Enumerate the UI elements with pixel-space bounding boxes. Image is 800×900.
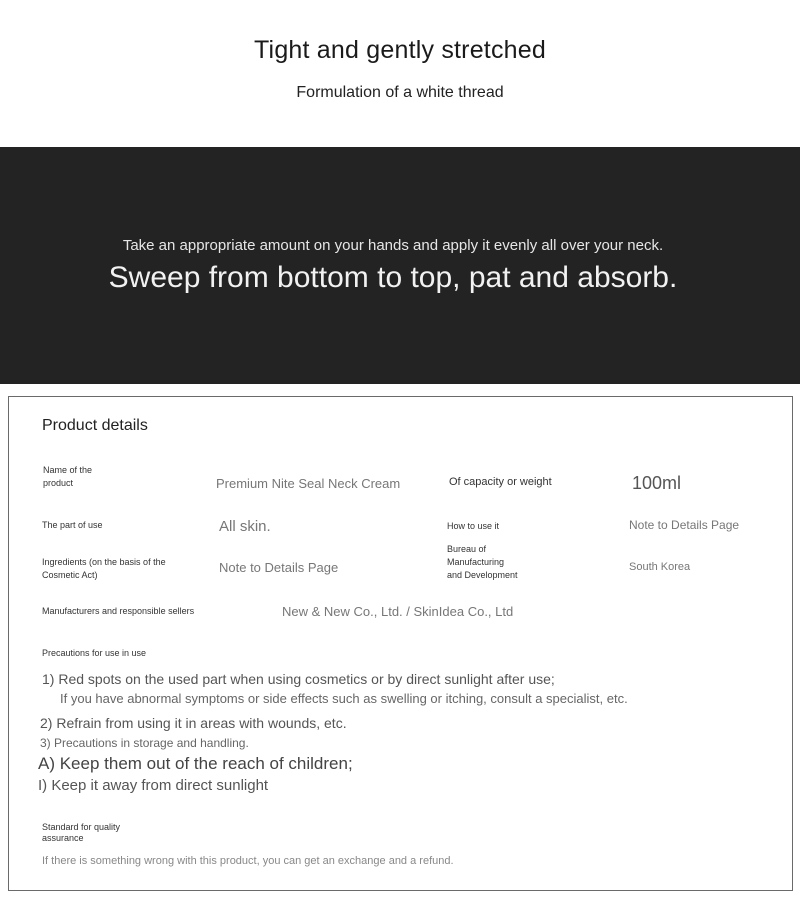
- ingredients-value: Note to Details Page: [219, 560, 339, 575]
- precautions-label: Precautions for use in use: [42, 648, 147, 658]
- usage-instruction: Take an appropriate amount on your hands and apply it evenly all over your neck.: [122, 237, 664, 254]
- precaution-item: 2) Refrain from using it in areas with wounds, etc.: [40, 715, 347, 731]
- maker-label: Manufacturers and responsible sellers: [42, 606, 195, 616]
- precaution-item: A) Keep them out of the reach of children;: [38, 754, 353, 773]
- howto-value: Note to Details Page: [629, 518, 740, 532]
- quality-value: If there is something wrong with this product, you can get an exchange and a refund.: [42, 855, 454, 867]
- precaution-item: I) Keep it away from direct sunlight: [38, 777, 269, 794]
- usage-band: [0, 147, 800, 384]
- hero-subtitle: Formulation of a white thread: [296, 84, 504, 101]
- product-details-panel: [8, 396, 793, 891]
- quality-label: Standard for quality assurance: [42, 822, 121, 843]
- maker-value: New & New Co., Ltd. / SkinIdea Co., Ltd: [282, 604, 514, 619]
- precaution-item: 1) Red spots on the used part when using cosmetics or by direct sunlight after use;: [42, 671, 555, 687]
- capacity-value: 100ml: [632, 473, 682, 493]
- precaution-item: If you have abnormal symptoms or side effects such as swelling or itching, consult a specialist, etc.: [60, 691, 628, 706]
- name-label: Name of the product: [43, 465, 93, 488]
- precaution-item: 3) Precautions in storage and handling.: [40, 736, 249, 750]
- part-label: The part of use: [42, 520, 103, 530]
- name-value: Premium Nite Seal Neck Cream: [216, 476, 401, 491]
- bureau-value: South Korea: [629, 561, 691, 573]
- hero-section: [0, 0, 800, 147]
- capacity-label: Of capacity or weight: [449, 476, 552, 488]
- part-value: All skin.: [219, 518, 271, 535]
- ingredients-label: Ingredients (on the basis of the Cosmetic Act): [42, 557, 166, 580]
- bureau-label: Bureau of Manufacturing and Development: [447, 544, 518, 580]
- hero-title: Tight and gently stretched: [254, 36, 546, 64]
- howto-label: How to use it: [447, 521, 500, 531]
- details-title: Product details: [42, 417, 148, 434]
- usage-headline: Sweep from bottom to top, pat and absorb.: [108, 261, 678, 294]
